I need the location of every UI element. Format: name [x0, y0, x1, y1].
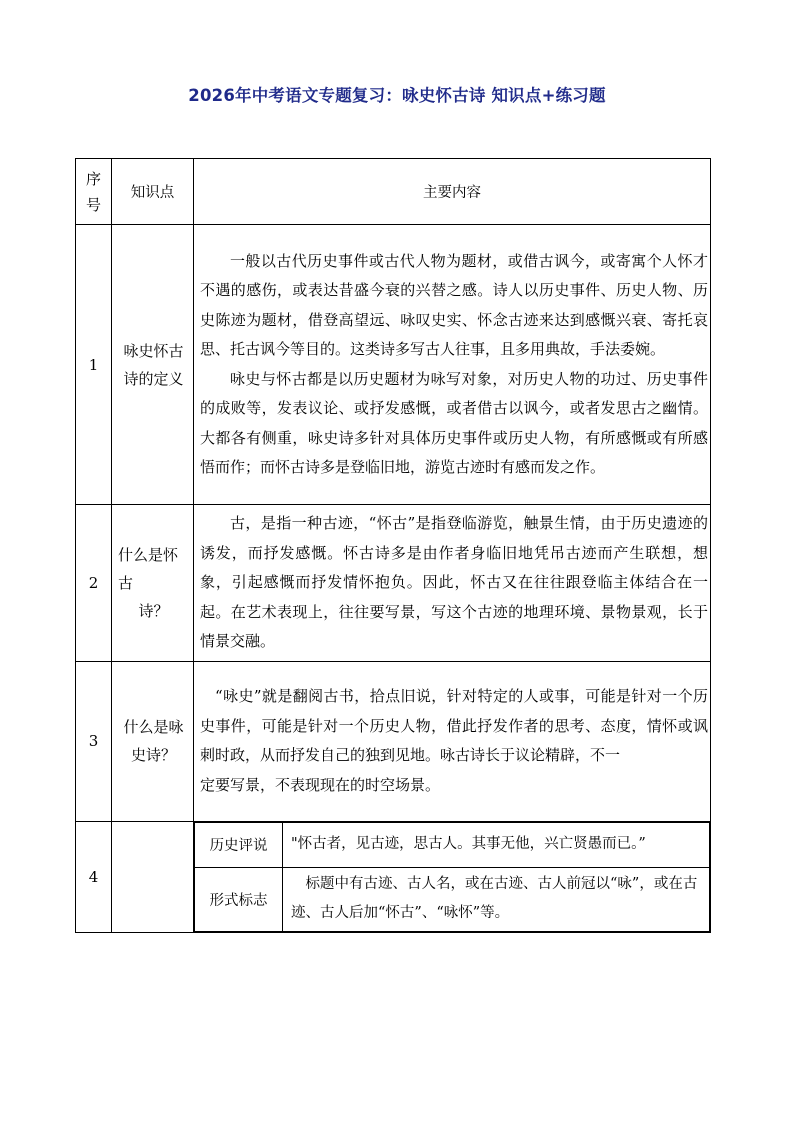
knowledge-cell: 什么是咏史诗？ — [112, 661, 194, 821]
content-cell — [194, 661, 711, 821]
content-paragraph: 古，是指一种古迹，“怀古”是指登临游览，触景生情，由于历史遗迹的诱发，而抒发感慨。怀古诗多是由作者身临旧地凭吊古迹而产生联想，想象，引起感慨而抒发情怀抱负。因此，怀古又在往往跟登临主体结合在一起。在艺术表现上，往往要写景，写这个古迹的地理环境、景物景观，长于情景交融。 — [200, 514, 708, 650]
content-paragraph: 咏史与怀古都是以历史题材为咏写对象，对历史人物的功过、历史事件的成败等，发表议论、或抒发感慨，或者借古以讽今，或者发思古之幽情。大都各有侧重，咏史诗多针对具体历史事件或历史人物，有所感慨或有所感悟而作；而怀古诗多是登临旧地，游览古迹时有感而发之作。 — [200, 369, 708, 476]
knowledge-cell: 咏史怀古诗的定义 — [112, 225, 194, 505]
header-content: 主要内容 — [194, 159, 711, 225]
content-paragraph: “咏史”就是翻阅古书，拾点旧说，针对特定的人或事，可能是针对一个历史事件，可能是针对一个历史人物，借此抒发作者的思考、态度，情怀或讽刺时政，从而抒发自己的独到见地。咏古诗长于议论精辟，不一 — [200, 687, 708, 764]
sub-content: 标题中有古迹、古人名，或在古迹、古人前冠以“咏”，或在古迹、古人后加“怀古”、“咏怀”等。 — [283, 867, 710, 931]
header-number-line1: 序 — [85, 169, 101, 188]
content-cell — [194, 505, 711, 662]
sub-row — [195, 867, 710, 931]
sub-table — [194, 822, 710, 932]
content-paragraph: 一般以古代历史事件或古代人物为题材，或借古讽今，或寄寓个人怀才不遇的感伤，或表达昔盛今衰的兴替之感。诗人以历史事件、历史人物、历史陈迹为题材，借登高望远、咏叹史实、怀念古迹来达到感慨兴衰、寄托哀思、托古讽今等目的。这类诗多写古人往事，且多用典故，手法委婉。 — [200, 251, 708, 358]
header-number-line2: 号 — [85, 195, 101, 214]
row-number: 3 — [76, 661, 112, 821]
knowledge-line: 什么是怀古 — [118, 545, 179, 592]
sub-content: "怀古者，见古迹，思古人。其事无他，兴亡贤愚而已。” — [283, 822, 710, 867]
table-row — [76, 225, 711, 505]
knowledge-cell — [112, 505, 194, 662]
sub-row — [195, 822, 710, 867]
header-knowledge: 知识点 — [112, 159, 194, 225]
sub-label: 形式标志 — [195, 867, 283, 931]
row-number: 1 — [76, 225, 112, 505]
table-row — [76, 821, 711, 932]
content-cell — [194, 225, 711, 505]
header-number — [76, 159, 112, 225]
knowledge-line: 诗？ — [138, 601, 169, 620]
knowledge-table — [75, 158, 711, 933]
table-row — [76, 505, 711, 662]
table-row — [76, 661, 711, 821]
table-header-row — [76, 159, 711, 225]
sub-label: 历史评说 — [195, 822, 283, 867]
content-cell — [194, 821, 711, 932]
content-paragraph: 定要写景，不表现现在的时空场景。 — [200, 775, 441, 794]
row-number: 2 — [76, 505, 112, 662]
knowledge-cell-empty — [112, 821, 194, 932]
row-number: 4 — [76, 821, 112, 932]
page-title: 2026年中考语文专题复习：咏史怀古诗 知识点+练习题 — [188, 86, 606, 105]
